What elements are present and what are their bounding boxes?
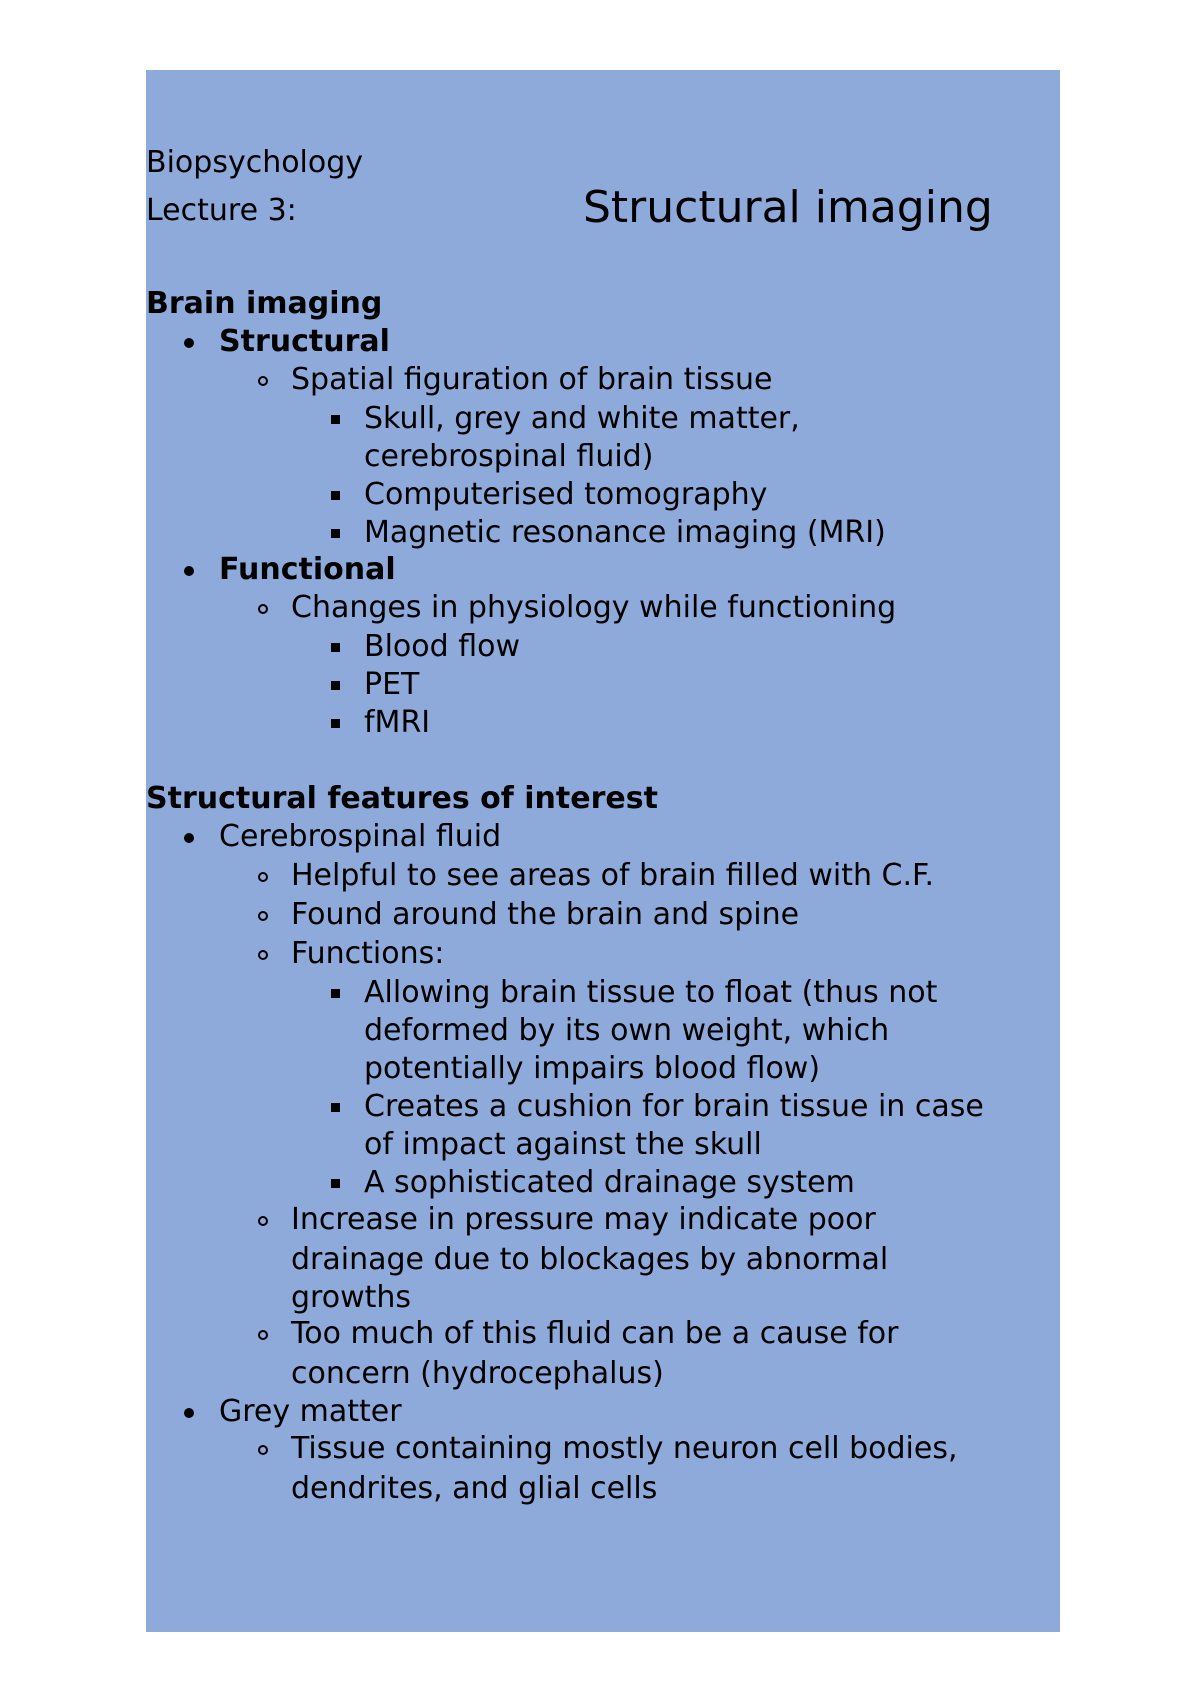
grey-matter-label: Grey matter	[219, 1394, 402, 1429]
bullet-dot	[176, 551, 202, 589]
bullet-square	[322, 704, 348, 742]
csf-function-cont: potentially impairs blood flow)	[364, 1051, 821, 1086]
bullet-dot	[176, 323, 202, 361]
csf-sub: Found around the brain and spine	[291, 897, 800, 932]
csf-sub-cont: growths	[291, 1280, 412, 1315]
section-heading-structural-features: Structural features of interest	[146, 781, 658, 816]
structural-item-cont: cerebrospinal fluid)	[364, 439, 654, 474]
lecture-title: Structural imaging	[583, 182, 993, 233]
csf-sub: Functions:	[291, 936, 445, 971]
structural-item: Magnetic resonance imaging (MRI)	[364, 515, 886, 550]
bullet-square	[322, 974, 348, 1012]
bullet-square	[322, 628, 348, 666]
bullet-square	[322, 514, 348, 552]
functional-item: PET	[364, 667, 420, 702]
grey-matter-sub-cont: dendrites, and glial cells	[291, 1471, 658, 1506]
bullet-square	[322, 1164, 348, 1202]
structural-sub: Spatial figuration of brain tissue	[291, 362, 773, 397]
structural-item: Skull, grey and white matter,	[364, 401, 800, 436]
bullet-circle	[250, 361, 276, 399]
bullet-square	[322, 666, 348, 704]
functional-sub: Changes in physiology while functioning	[291, 590, 897, 625]
section-heading-brain-imaging: Brain imaging	[146, 286, 383, 321]
csf-sub-cont: concern (hydrocephalus)	[291, 1356, 664, 1391]
csf-function: Creates a cushion for brain tissue in case	[364, 1089, 984, 1124]
bullet-dot	[176, 818, 202, 856]
bullet-square	[322, 1088, 348, 1126]
bullet-circle	[250, 1430, 276, 1468]
csf-label: Cerebrospinal fluid	[219, 819, 502, 854]
grey-matter-sub: Tissue containing mostly neuron cell bodies,	[291, 1431, 958, 1466]
bullet-circle	[250, 589, 276, 627]
course-name: Biopsychology	[146, 145, 364, 180]
csf-sub: Too much of this fluid can be a cause for	[291, 1316, 899, 1351]
bullet-circle	[250, 1201, 276, 1239]
bullet-circle	[250, 935, 276, 973]
csf-function: A sophisticated drainage system	[364, 1165, 855, 1200]
bullet-square	[322, 400, 348, 438]
structural-label: Structural	[219, 324, 390, 359]
lecture-number: Lecture 3:	[146, 193, 297, 228]
csf-sub: Helpful to see areas of brain filled with C.F.	[291, 858, 934, 893]
bullet-dot	[176, 1393, 202, 1431]
csf-sub-cont: drainage due to blockages by abnormal	[291, 1242, 889, 1277]
bullet-circle	[250, 1315, 276, 1353]
bullet-square	[322, 476, 348, 514]
csf-function: Allowing brain tissue to float (thus not	[364, 975, 938, 1010]
structural-item: Computerised tomography	[364, 477, 768, 512]
csf-function-cont: of impact against the skull	[364, 1127, 762, 1162]
functional-label: Functional	[219, 552, 396, 587]
document-page	[146, 70, 1060, 1632]
functional-item: fMRI	[364, 705, 431, 740]
bullet-circle	[250, 857, 276, 895]
bullet-circle	[250, 896, 276, 934]
csf-sub: Increase in pressure may indicate poor	[291, 1202, 876, 1237]
csf-function-cont: deformed by its own weight, which	[364, 1013, 890, 1048]
functional-item: Blood flow	[364, 629, 520, 664]
